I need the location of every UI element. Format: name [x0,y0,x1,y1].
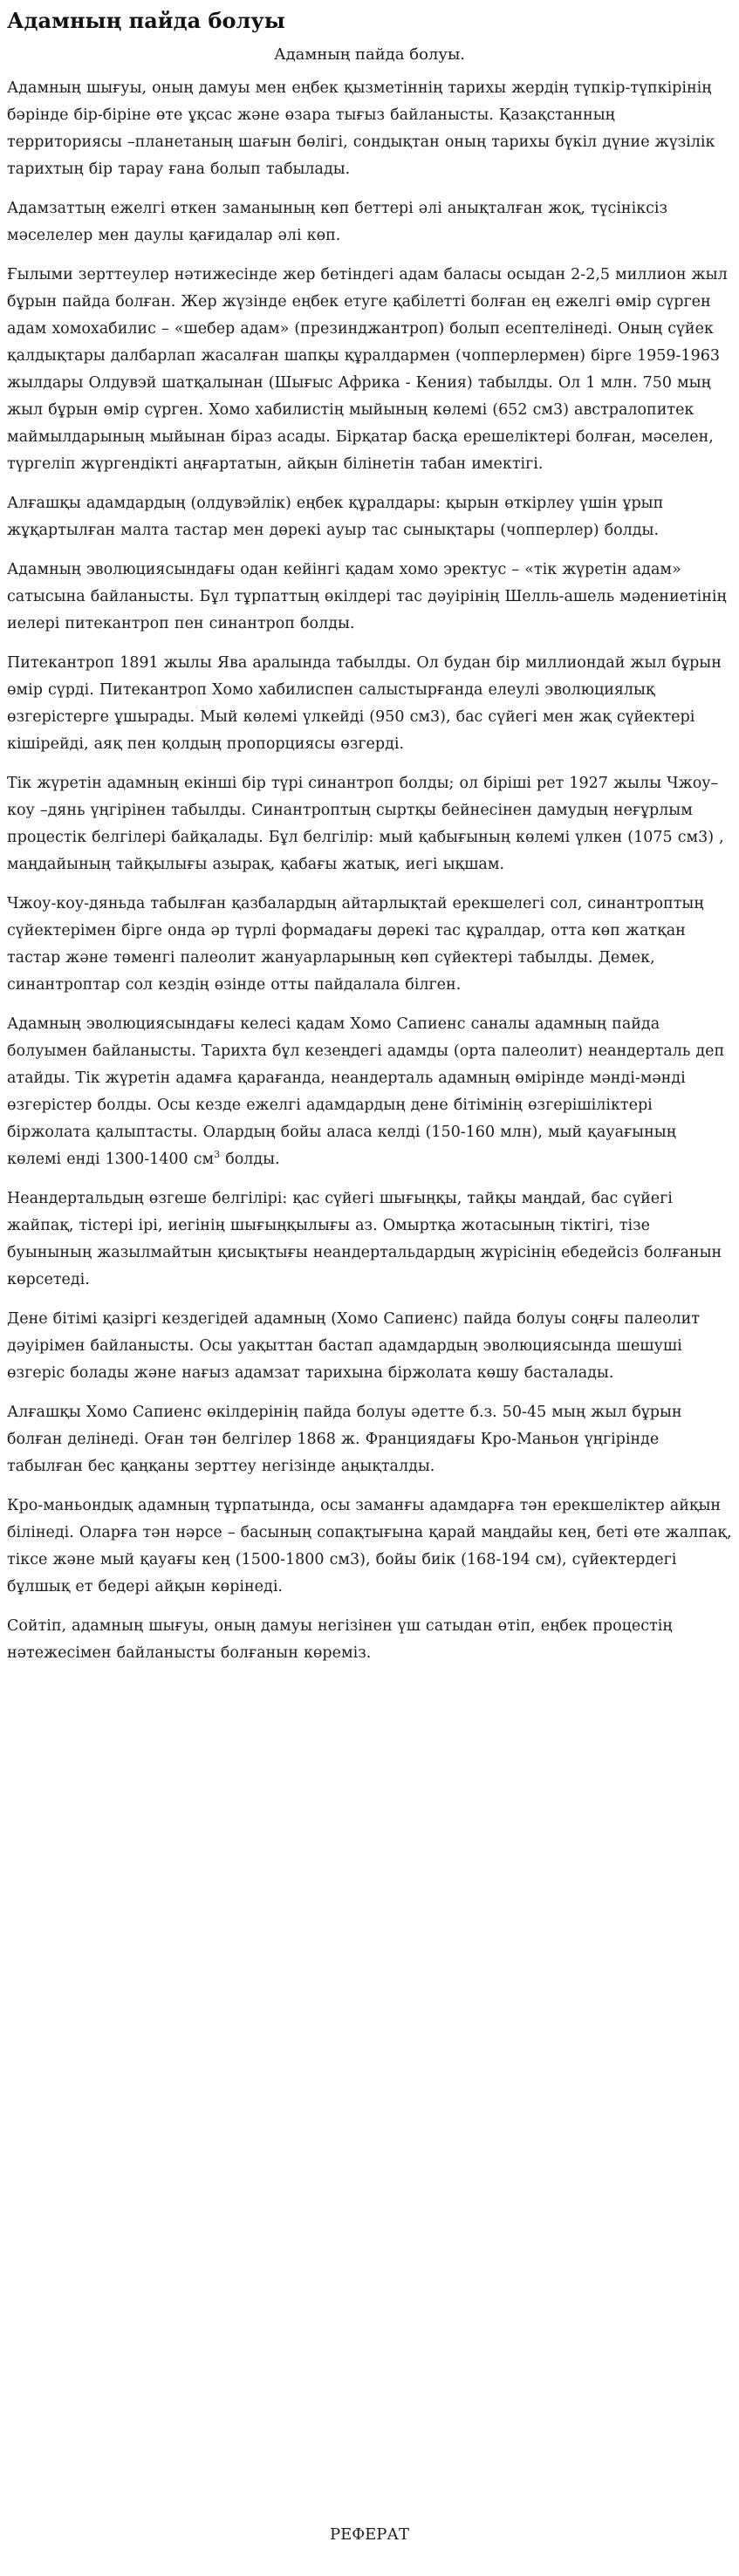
paragraph-11: Дене бітімі қазіргі кездегідей адамның (Хомо Сапиенс) пайда болуы соңғы палеолит дәуірімен байланысты. Осы уақыттан бастап адамдардың эволюциясында шешуші өзгеріс болады және нағыз адамзат тарихына біржолата көшу басталады. [7,1310,700,1382]
paragraph-9-tail: болды. [220,1151,280,1168]
paragraph-1: Адамның шығуы, оның дамуы мен еңбек қызметіннің тарихы жердің түпкір-түпкірінің бәрінде бір-біріне өте ұқсас және өзара тығыз байланысты. Қазақстанның территориясы –планетаның шағын бөлігі, сондықтан оның тарихы бүкіл дүние жүзілік тарихтың бір тарау ғана болып табылады. [7,79,715,178]
paragraph-6: Питекантроп 1891 жылы Ява аралында табылды. Ол будан бір миллиондай жыл бұрын өмір сүрді. Питекантроп Хомо хабилиспен салыстырғанда елеулі эволюциялық өзгерістерге ұшырады. Мый көлемі үлкейді (950 см3), бас сүйегі мен жақ сүйектері кішірейді, аяқ пен қолдың пропорциясы өзгерді. [7,654,722,753]
superscript-3: 3 [214,1149,221,1161]
paragraph-14: Сойтіп, адамның шығуы, оның дамуы негізінен үш сатыдан өтіп, еңбек процестің нәтежесімен байланысты болғанын көреміз. [7,1617,673,1662]
paragraph-3: Ғылыми зерттеулер нәтижесінде жер бетіндегі адам баласы осыдан 2-2,5 миллион жыл бұрын пайда болған. Жер жүзінде еңбек етуге қабілетті болған ең ежелгі өмір сүрген адам хомохабилис – «шебер адам» (презинджантроп) болып есептелінеді. Оның сүйек қалдықтары далбарлап жасалған шапқы құралдармен (чопперлермен) бірге 1959-1963 жылдары Олдувэй шатқалынан (Шығыс Африка - Кения) табылды. Ол 1 млн. 750 мың жыл бұрын өмір сүрген. Хомо хабилистің мыйының көлемі (652 см3) австралопитек маймылдарының мыйынан біраз асады. Бірқатар басқа ерешеліктері болған, мәселен, түргеліп жүргендікті аңғартатын, айқын білінетін табан имектігі. [7,266,728,473]
paragraph-10: Неандертальдың өзгеше белгілірі: қас сүйегі шығыңқы, тайқы маңдай, бас сүйегі жайпақ, тістері ірі, иегінің шығыңқылығы аз. Омыртқа жотасының тіктігі, тізе буынының жазылмайтын қисықтығы неандертальдардың жүрісінің ебедейсіз болғанын көрсетеді. [7,1190,722,1288]
paragraph-7: Тік жүретін адамның екінші бір түрі синантроп болды; ол біріші рет 1927 жылы Чжоу–коу –дянь үңгірінен табылды. Синантроптың сыртқы бейнесінен дамудың неғұрлым процестік белгілері байқалады. Бұл белгілір: мый қабығының көлемі үлкен (1075 см3) , маңдайының тайқылығы азырақ, қабағы жатық, иегі ықшам. [7,775,724,873]
paragraph-2: Адамзаттың ежелгі өткен заманының көп беттері әлі анықталған жоқ, түсініксіз мәселелер мен даулы қағидалар әлі көп. [7,200,668,244]
paragraph-8: Чжоу-коу-дяньда табылған қазбалардың айтарлықтай ерекшелегі сол, синантроптың сүйектерімен бірге онда әр түрлі формадағы дөрекі тас құралдар, отта көп жатқан тастар және төменгі палеолит жануарларының көп сүйектері табылды. Демек, синантроптар сол кездің өзінде отты пайдалала білген. [7,895,704,994]
paragraph-4: Алғашқы адамдардың (олдувэйлік) еңбек құралдары: қырын өткірлеу үшін ұрып жұқартылған малта тастар мен дөрекі ауыр тас сынықтары (чопперлер) болды. [7,495,664,539]
page-title: Адамның пайда болуы [7,8,285,33]
paragraph-9-text: Адамның эволюциясындағы келесі қадам Хомо Сапиенс саналы адамның пайда болуымен байланысты. Тарихта бұл кезеңдегі адамды (орта палеолит) неандерталь деп атайды. Тік жүретін адамға қарағанда, неандерталь адамның өмірінде мәнді-мәнді өзгерістер болды. Осы кезде ежелгі адамдардың дене бітімінің өзгерішіліктері біржолата қалыптасты. Олардың бойы аласа келді (150-160 млн), мый қауағының көлемі енді 1300-1400 см [7,1015,725,1168]
paragraph-12: Алғашқы Хомо Сапиенс өкілдерінің пайда болуы әдетте б.з. 50-45 мың жыл бұрын болған делінеді. Оған тән белгілер 1868 ж. Франциядағы Кро-Маньон үңгірінде табылған бес қаңқаны зерттеу негізінде аңықталды. [7,1404,682,1475]
footer-label: РЕФЕРАТ [329,2525,410,2544]
paragraph-13: Кро-маньондық адамның тұрпатында, осы заманғы адамдарға тән ерекшеліктер айқын білінеді. Оларға тән нәрсе – басының сопақтығына қарай маңдайы кең, беті өте жалпақ, тіксе және мый қауағы кең (1500-1800 см3), бойы биік (168-194 см), сүйектердегі бұлшық ет бедері айқын көрінеді. [7,1497,732,1595]
document-body [7,75,732,1667]
document-subtitle: Адамның пайда болуы. [273,45,466,64]
paragraph-9 [7,1011,732,1173]
paragraph-5: Адамның эволюциясындағы одан кейінгі қадам хомо эректус – «тік жүретін адам» сатысына байланысты. Бұл тұрпаттың өкілдері тас дәуірінің Шелль-ашель мәдениетінің иелері питекантроп пен синантроп болды. [7,561,727,632]
